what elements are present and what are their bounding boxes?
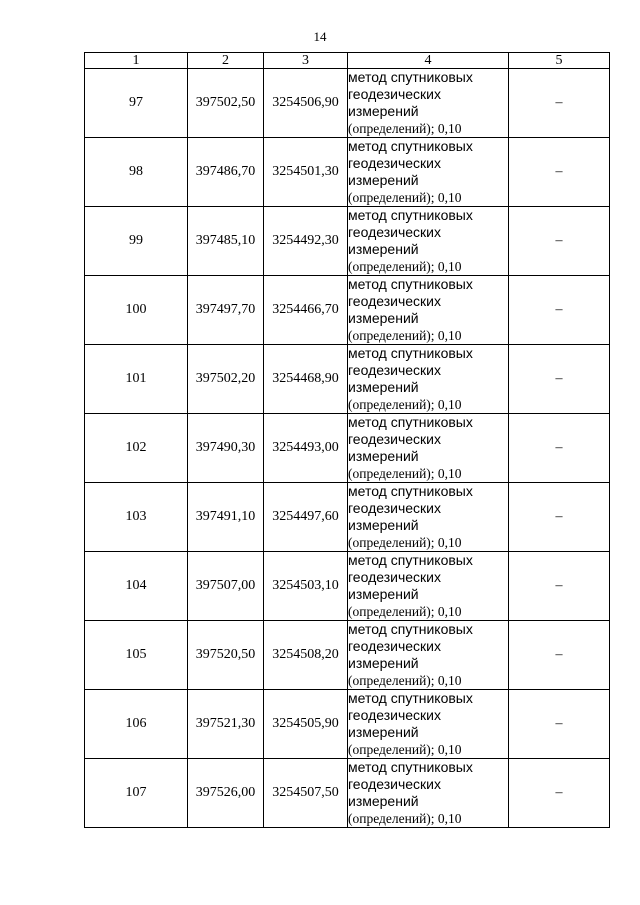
method-cell: [348, 759, 509, 828]
method-line: измерений: [348, 724, 419, 740]
x-coordinate-cell: 397502,20: [188, 345, 264, 414]
point-number-cell: 103: [85, 483, 188, 552]
method-cell: [348, 621, 509, 690]
table-row: [85, 414, 610, 483]
column5-cell: –: [509, 276, 610, 345]
table-row: [85, 276, 610, 345]
column5-cell: –: [509, 207, 610, 276]
y-coordinate-cell: 3254505,90: [264, 690, 348, 759]
method-cell: [348, 276, 509, 345]
method-line: (определений); 0,10: [348, 673, 462, 688]
method-line: геодезических: [348, 431, 441, 447]
y-coordinate-cell: 3254507,50: [264, 759, 348, 828]
method-cell: [348, 552, 509, 621]
method-line: измерений: [348, 793, 419, 809]
method-line: измерений: [348, 379, 419, 395]
table-row: [85, 69, 610, 138]
x-coordinate-cell: 397485,10: [188, 207, 264, 276]
y-coordinate-cell: 3254508,20: [264, 621, 348, 690]
method-line: (определений); 0,10: [348, 742, 462, 757]
table-row: [85, 552, 610, 621]
x-coordinate-cell: 397490,30: [188, 414, 264, 483]
method-line: измерений: [348, 103, 419, 119]
y-coordinate-cell: 3254501,30: [264, 138, 348, 207]
table-row: [85, 759, 610, 828]
y-coordinate-cell: 3254493,00: [264, 414, 348, 483]
table-row: [85, 483, 610, 552]
column-header-1: 1: [85, 53, 188, 69]
point-number-cell: 97: [85, 69, 188, 138]
page-number: 14: [313, 29, 327, 44]
method-line: метод спутниковых: [348, 552, 473, 568]
method-line: геодезических: [348, 86, 441, 102]
method-line: измерений: [348, 241, 419, 257]
method-line: геодезических: [348, 362, 441, 378]
x-coordinate-cell: 397520,50: [188, 621, 264, 690]
point-number-cell: 102: [85, 414, 188, 483]
method-line: измерений: [348, 586, 419, 602]
point-number-cell: 106: [85, 690, 188, 759]
method-line: (определений); 0,10: [348, 466, 462, 481]
method-line: геодезических: [348, 569, 441, 585]
method-line: (определений); 0,10: [348, 604, 462, 619]
table-row: [85, 345, 610, 414]
column5-cell: –: [509, 69, 610, 138]
column-header-2: 2: [188, 53, 264, 69]
method-line: геодезических: [348, 707, 441, 723]
method-cell: [348, 483, 509, 552]
y-coordinate-cell: 3254503,10: [264, 552, 348, 621]
method-line: геодезических: [348, 638, 441, 654]
x-coordinate-cell: 397491,10: [188, 483, 264, 552]
method-line: измерений: [348, 310, 419, 326]
x-coordinate-cell: 397486,70: [188, 138, 264, 207]
point-number-cell: 107: [85, 759, 188, 828]
method-line: метод спутниковых: [348, 207, 473, 223]
method-line: геодезических: [348, 776, 441, 792]
point-number-cell: 99: [85, 207, 188, 276]
y-coordinate-cell: 3254468,90: [264, 345, 348, 414]
column5-cell: –: [509, 759, 610, 828]
column5-cell: –: [509, 483, 610, 552]
method-line: (определений); 0,10: [348, 535, 462, 550]
column-header-5: 5: [509, 53, 610, 69]
method-line: (определений); 0,10: [348, 259, 462, 274]
method-line: (определений); 0,10: [348, 121, 462, 136]
method-cell: [348, 138, 509, 207]
column-header-4: 4: [348, 53, 509, 69]
method-line: измерений: [348, 172, 419, 188]
method-cell: [348, 345, 509, 414]
method-line: измерений: [348, 448, 419, 464]
method-line: (определений); 0,10: [348, 328, 462, 343]
method-line: метод спутниковых: [348, 483, 473, 499]
coordinates-table: [84, 52, 610, 828]
x-coordinate-cell: 397502,50: [188, 69, 264, 138]
column5-cell: –: [509, 138, 610, 207]
method-line: метод спутниковых: [348, 138, 473, 154]
method-line: геодезических: [348, 293, 441, 309]
column5-cell: –: [509, 552, 610, 621]
column-header-3: 3: [264, 53, 348, 69]
point-number-cell: 98: [85, 138, 188, 207]
table-row: [85, 621, 610, 690]
table-row: [85, 138, 610, 207]
x-coordinate-cell: 397497,70: [188, 276, 264, 345]
method-line: метод спутниковых: [348, 690, 473, 706]
point-number-cell: 100: [85, 276, 188, 345]
method-line: метод спутниковых: [348, 414, 473, 430]
table-body: [85, 69, 610, 828]
method-line: метод спутниковых: [348, 345, 473, 361]
method-line: метод спутниковых: [348, 276, 473, 292]
method-line: геодезических: [348, 500, 441, 516]
point-number-cell: 105: [85, 621, 188, 690]
y-coordinate-cell: 3254506,90: [264, 69, 348, 138]
y-coordinate-cell: 3254492,30: [264, 207, 348, 276]
table-row: [85, 207, 610, 276]
table-row: [85, 690, 610, 759]
method-line: метод спутниковых: [348, 69, 473, 85]
x-coordinate-cell: 397526,00: [188, 759, 264, 828]
method-cell: [348, 414, 509, 483]
y-coordinate-cell: 3254497,60: [264, 483, 348, 552]
method-cell: [348, 690, 509, 759]
method-line: измерений: [348, 655, 419, 671]
point-number-cell: 104: [85, 552, 188, 621]
method-line: (определений); 0,10: [348, 397, 462, 412]
method-line: геодезических: [348, 155, 441, 171]
point-number-cell: 101: [85, 345, 188, 414]
column5-cell: –: [509, 621, 610, 690]
method-cell: [348, 207, 509, 276]
x-coordinate-cell: 397521,30: [188, 690, 264, 759]
column5-cell: –: [509, 345, 610, 414]
header-row: [85, 53, 610, 69]
y-coordinate-cell: 3254466,70: [264, 276, 348, 345]
method-line: (определений); 0,10: [348, 190, 462, 205]
method-line: измерений: [348, 517, 419, 533]
method-line: (определений); 0,10: [348, 811, 462, 826]
method-line: геодезических: [348, 224, 441, 240]
method-line: метод спутниковых: [348, 759, 473, 775]
column5-cell: –: [509, 690, 610, 759]
column5-cell: –: [509, 414, 610, 483]
x-coordinate-cell: 397507,00: [188, 552, 264, 621]
method-cell: [348, 69, 509, 138]
method-line: метод спутниковых: [348, 621, 473, 637]
